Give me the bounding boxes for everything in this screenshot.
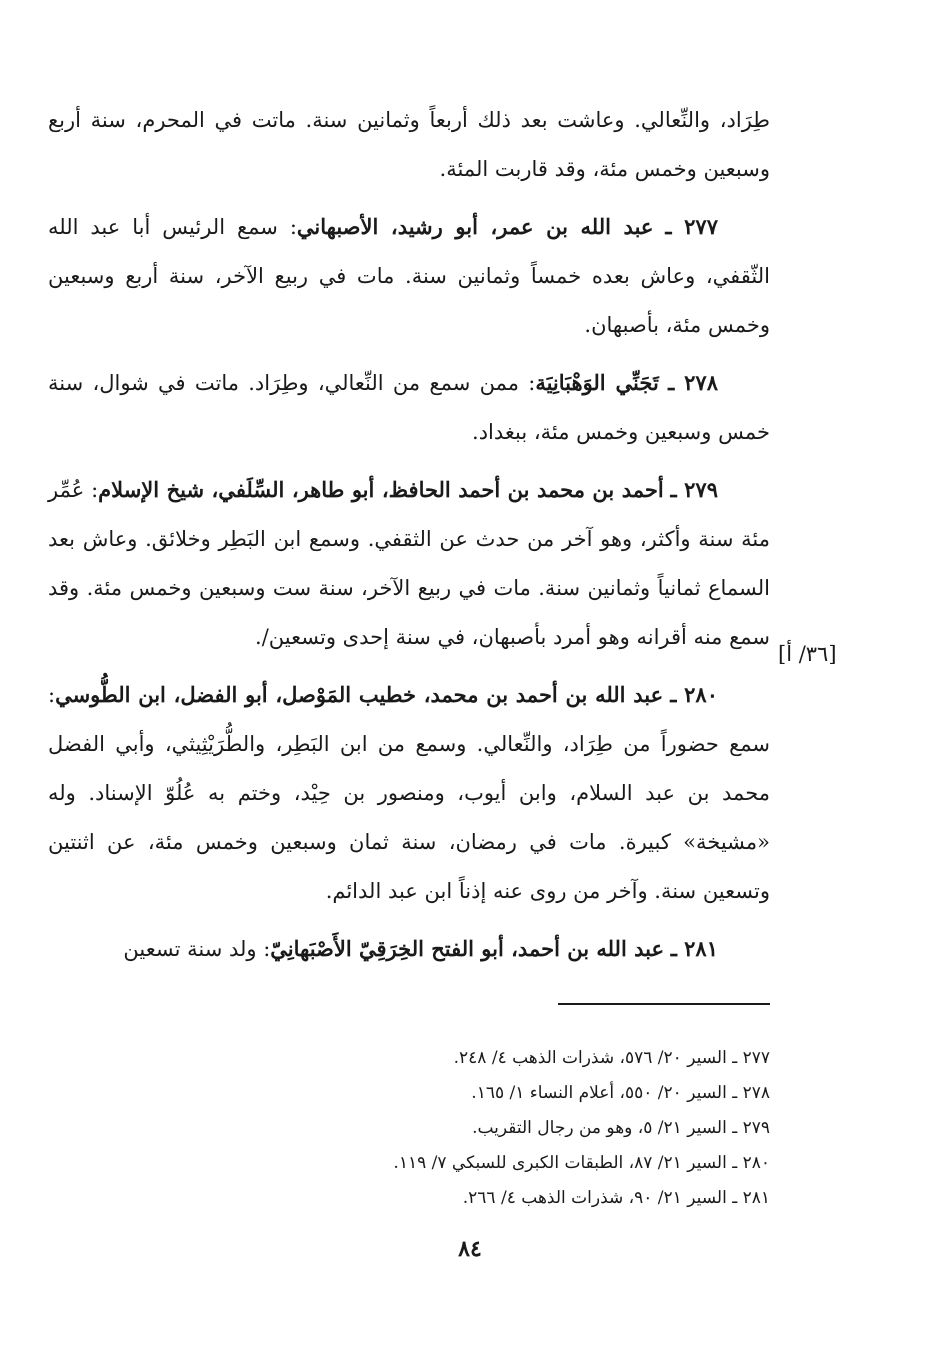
paragraph-text: طِرَاد، والنِّعالي. وعاشت بعد ذلك أربعاً وثمانين سنة. ماتت في المحرم، سنة أربع وسبعين وخمس مئة، وقد قاربت المئة. [48,108,770,181]
entry-text: : سمع الرئيس أبا عبد الله الثّقفي، وعاش بعده خمساً وثمانين سنة. مات في ربيع الآخر، سنة أربع وسبعين وخمس مئة، بأصبهان. [48,215,770,337]
footnote-281: ٢٨١ ـ السير ٢١/ ٩٠، شذرات الذهب ٤/ ٢٦٦. [462,1188,770,1208]
page-number: ٨٤ [458,1236,482,1262]
footnote-277: ٢٧٧ ـ السير ٢٠/ ٥٧٦، شذرات الذهب ٤/ ٢٤٨. [453,1048,770,1068]
entry-text: : عُمِّر مئة سنة وأكثر، وهو آخر من حدث عن الثقفي. وسمع ابن البَطِر وخلائق. وعاش بعد السماع ثمانياً وثمانين سنة. مات في ربيع الآخر، سنة ست وسبعين وخمس مئة. وقد سمع منه أقرانه وهو أمرد بأصبهان، في سنة إحدى وتسعين/. [48,478,770,649]
entry-text: : سمع حضوراً من طِرَاد، والنِّعالي. وسمع من ابن البَطِر، والطُّرَيْثِيثي، وأبي الفضل محمد بن عبد السلام، وابن أيوب، ومنصور بن حِيْد، وختم به عُلُوّ الإسناد. وله «مشيخة» كبيرة. مات في رمضان، سنة ثمان وسبعين وخمس مئة، عن اثنتين وتسعين سنة. وآخر من روى عنه إذناً ابن عبد الدائم. [48,683,770,903]
entry-278 [48,358,770,457]
footnote-divider [558,1003,770,1005]
entry-279 [48,465,770,662]
footnote-278: ٢٧٨ ـ السير ٢٠/ ٥٥٠، أعلام النساء ١/ ١٦٥. [471,1083,770,1103]
entry-name: تَجَنِّي الوَهْبَانِيَة [535,370,659,395]
entry-280 [48,670,770,916]
entry-name: أحمد بن محمد بن أحمد الحافظ، أبو طاهر، السِّلَفي، شيخ الإسلام [98,477,664,502]
manuscript-folio-reference: [٣٦/ أ] [778,642,837,666]
entry-name: عبد الله بن أحمد بن محمد، خطيب المَوْصل، أبو الفضل، ابن الطُّوسي [55,682,664,707]
entry-281 [48,924,770,974]
footnotes [150,1041,770,1216]
entry-number: ٢٨٠ ـ [670,682,718,707]
entry-277 [48,202,770,350]
footnote-279: ٢٧٩ ـ السير ٢١/ ٥، وهو من رجال التقريب. [472,1118,770,1138]
entry-text: : ممن سمع من النِّعالي، وطِرَاد. ماتت في شوال، سنة خمس وسبعين وخمس مئة، ببغداد. [48,371,770,444]
entry-number: ٢٧٩ ـ [670,477,718,502]
paragraph-continuation [48,96,770,194]
entry-number: ٢٨١ ـ [670,936,718,961]
entry-number: ٢٧٨ ـ [668,370,718,395]
entry-text: : ولد سنة تسعين [123,937,271,961]
entry-number: ٢٧٧ ـ [665,214,718,239]
main-text [48,96,770,982]
entry-name: عبد الله بن أحمد، أبو الفتح الخِرَقِيّ الأَصْبَهانِيّ [270,936,664,961]
entry-name: عبد الله بن عمر، أبو رشيد، الأصبهاني [296,214,654,239]
footnote-280: ٢٨٠ ـ السير ٢١/ ٨٧، الطبقات الكبرى للسبكي ٧/ ١١٩. [393,1153,770,1173]
